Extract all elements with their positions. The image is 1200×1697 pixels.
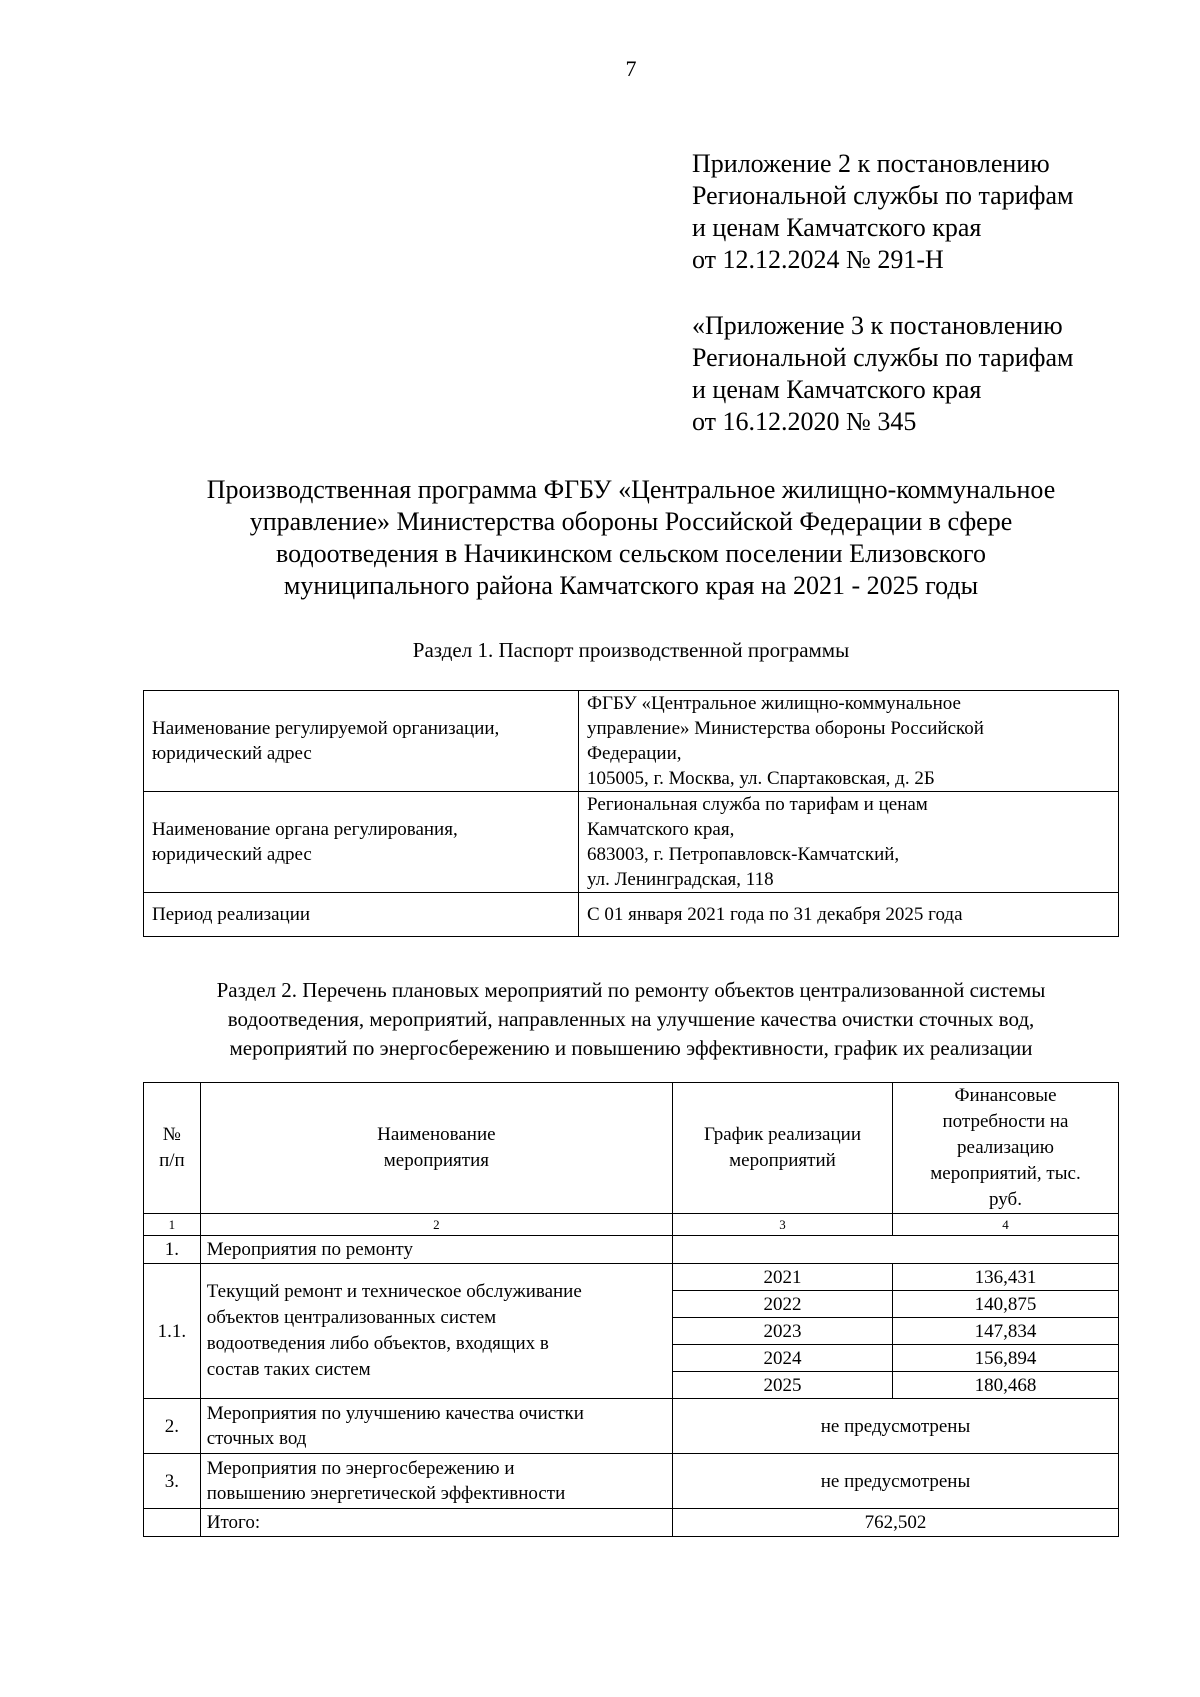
amount-cell: 147,834 bbox=[892, 1318, 1118, 1345]
cell-line: объектов централизованных систем bbox=[206, 1307, 497, 1328]
cell-line: юридический адрес bbox=[152, 844, 312, 865]
table-row bbox=[144, 792, 1119, 893]
appendix-line: «Приложение 3 к постановлению bbox=[692, 311, 1063, 340]
year-cell: 2024 bbox=[672, 1345, 892, 1372]
appendix-line: Региональной службы по тарифам bbox=[692, 181, 1074, 210]
table-row bbox=[144, 1399, 1119, 1454]
cell-line: мероприятий bbox=[729, 1150, 836, 1171]
cell-line: состав таких систем bbox=[206, 1359, 371, 1380]
cell-line: водоотведения либо объектов, входящих в bbox=[206, 1333, 549, 1354]
cell-line: п/п bbox=[159, 1150, 185, 1171]
column-number-row bbox=[144, 1214, 1119, 1236]
cell-line: С 01 января 2021 года по 31 декабря 2025 года bbox=[587, 904, 963, 925]
appendix-line: от 16.12.2020 № 345 bbox=[692, 407, 917, 436]
amount-cell: 136,431 bbox=[892, 1264, 1118, 1291]
cell-line: Финансовые bbox=[954, 1085, 1057, 1106]
section2-heading-line: Раздел 2. Перечень плановых мероприятий по ремонту объектов централизованной системы bbox=[216, 978, 1046, 1002]
appendix-original-header bbox=[692, 310, 1073, 438]
cell-line: № bbox=[162, 1124, 181, 1145]
appendix-line: Приложение 2 к постановлению bbox=[692, 149, 1050, 178]
cell-line: повышению энергетической эффективности bbox=[206, 1483, 566, 1504]
table-row bbox=[144, 1454, 1119, 1509]
total-row bbox=[144, 1509, 1119, 1537]
section2-heading-line: водоотведения, мероприятий, направленных на улучшение качества очистки сточных вод, bbox=[227, 1007, 1035, 1031]
row-num: 2. bbox=[144, 1399, 201, 1454]
total-label: Итого: bbox=[200, 1509, 672, 1537]
cell-line: Мероприятия по энергосбережению и bbox=[206, 1458, 515, 1479]
section1-heading-line: Раздел 1. Паспорт производственной программы bbox=[412, 638, 850, 662]
title-line: водоотведения в Начикинском сельском поселении Елизовского bbox=[276, 539, 986, 568]
title-line: управление» Министерства обороны Российской Федерации в сфере bbox=[249, 507, 1013, 536]
cell-line: юридический адрес bbox=[152, 743, 312, 764]
row-name bbox=[200, 1264, 672, 1399]
section2-heading bbox=[100, 976, 1162, 1063]
section2-heading-line: мероприятий по энергосбережению и повышению эффективности, график их реализации bbox=[229, 1036, 1033, 1060]
measures-table bbox=[143, 1082, 1119, 1537]
title-line: муниципального района Камчатского края на 2021 - 2025 годы bbox=[283, 571, 979, 600]
cell-line: Наименование органа регулирования, bbox=[152, 819, 458, 840]
cell-line: Камчатского края, bbox=[587, 819, 735, 840]
appendix-line: и ценам Камчатского края bbox=[692, 213, 982, 242]
cell-line: Текущий ремонт и техническое обслуживание bbox=[206, 1281, 582, 1302]
cell-line: управление» Министерства обороны Российской bbox=[587, 718, 984, 739]
row-num: 1. bbox=[144, 1236, 201, 1264]
table-header-row bbox=[144, 1083, 1119, 1214]
cell-line: Наименование регулируемой организации, bbox=[152, 718, 500, 739]
page-number: 7 bbox=[625, 56, 637, 81]
row-empty bbox=[144, 1509, 201, 1537]
row-name bbox=[200, 1399, 672, 1454]
table-row bbox=[144, 1236, 1119, 1264]
passport-value-organization bbox=[579, 691, 1119, 792]
header-schedule bbox=[672, 1083, 892, 1214]
passport-value-period bbox=[579, 893, 1119, 937]
appendix-line: от 12.12.2024 № 291-Н bbox=[692, 245, 944, 274]
amount-cell: 156,894 bbox=[892, 1345, 1118, 1372]
status-cell: не предусмотрены bbox=[672, 1454, 1118, 1509]
row-num: 3. bbox=[144, 1454, 201, 1509]
cell-line: Федерации, bbox=[587, 743, 682, 764]
cell-line: руб. bbox=[989, 1189, 1022, 1210]
year-cell: 2025 bbox=[672, 1372, 892, 1399]
cell-line: потребности на bbox=[942, 1111, 1069, 1132]
cell-line: мероприятия bbox=[383, 1150, 489, 1171]
column-number: 3 bbox=[672, 1214, 892, 1236]
cell-line: Наименование bbox=[377, 1124, 496, 1145]
table-row bbox=[144, 893, 1119, 937]
cell-line: Период реализации bbox=[152, 904, 311, 925]
header-finance bbox=[892, 1083, 1118, 1214]
section1-heading bbox=[100, 636, 1162, 665]
passport-label-period bbox=[144, 893, 579, 937]
amount-cell: 180,468 bbox=[892, 1372, 1118, 1399]
column-number: 1 bbox=[144, 1214, 201, 1236]
passport-label-regulator bbox=[144, 792, 579, 893]
cell-line: реализацию bbox=[957, 1137, 1054, 1158]
total-value: 762,502 bbox=[672, 1509, 1118, 1537]
table-row bbox=[144, 1264, 1119, 1291]
title-line: Производственная программа ФГБУ «Центральное жилищно-коммунальное bbox=[206, 475, 1056, 504]
status-cell: не предусмотрены bbox=[672, 1399, 1118, 1454]
appendix-line: Региональной службы по тарифам bbox=[692, 343, 1074, 372]
passport-value-regulator bbox=[579, 792, 1119, 893]
header-num bbox=[144, 1083, 201, 1214]
column-number: 2 bbox=[200, 1214, 672, 1236]
cell-line: 105005, г. Москва, ул. Спартаковская, д. 2Б bbox=[587, 768, 935, 789]
table-row bbox=[144, 691, 1119, 792]
year-cell: 2022 bbox=[672, 1291, 892, 1318]
cell-line: сточных вод bbox=[206, 1428, 307, 1449]
cell-line: ФГБУ «Центральное жилищно-коммунальное bbox=[587, 693, 961, 714]
row-empty bbox=[672, 1236, 1118, 1264]
amount-cell: 140,875 bbox=[892, 1291, 1118, 1318]
row-num: 1.1. bbox=[144, 1264, 201, 1399]
cell-line: Мероприятия по улучшению качества очистки bbox=[206, 1403, 584, 1424]
document-title bbox=[100, 474, 1162, 602]
year-cell: 2023 bbox=[672, 1318, 892, 1345]
cell-line: мероприятий, тыс. bbox=[930, 1163, 1081, 1184]
appendix-current-header bbox=[692, 148, 1073, 276]
cell-line: 683003, г. Петропавловск-Камчатский, bbox=[587, 844, 900, 865]
row-name bbox=[200, 1454, 672, 1509]
passport-label-organization bbox=[144, 691, 579, 792]
year-cell: 2021 bbox=[672, 1264, 892, 1291]
passport-table bbox=[143, 690, 1119, 937]
cell-line: ул. Ленинградская, 118 bbox=[587, 869, 774, 890]
cell-line: График реализации bbox=[703, 1124, 861, 1145]
appendix-line: и ценам Камчатского края bbox=[692, 375, 982, 404]
cell-line: Региональная служба по тарифам и ценам bbox=[587, 794, 928, 815]
header-name bbox=[200, 1083, 672, 1214]
column-number: 4 bbox=[892, 1214, 1118, 1236]
row-name: Мероприятия по ремонту bbox=[200, 1236, 672, 1264]
